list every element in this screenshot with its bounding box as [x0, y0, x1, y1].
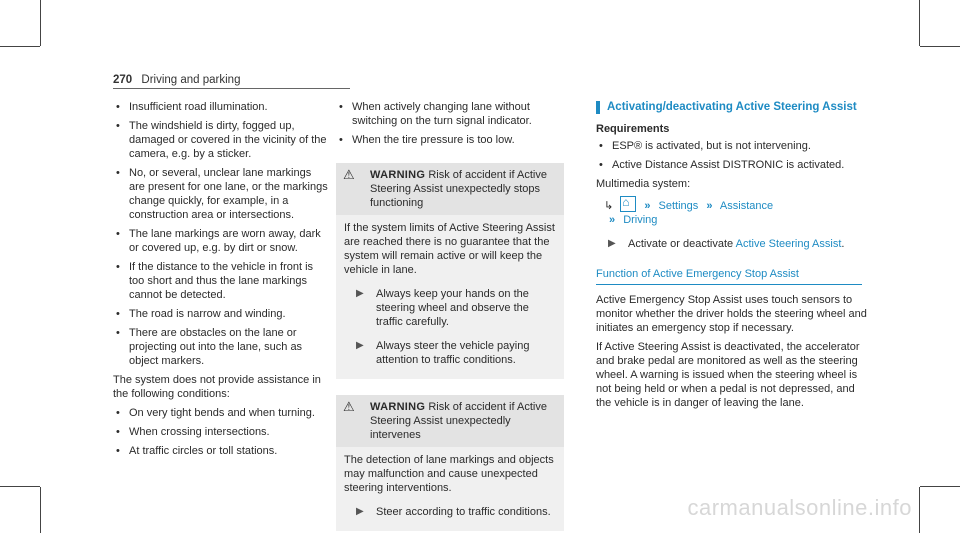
- chevron-right-icon: »: [609, 214, 616, 226]
- column-3: [596, 100, 868, 415]
- subsection-title: Function of Active Emergency Stop Assist: [596, 267, 862, 285]
- action-item: [344, 339, 556, 367]
- action-arrow-icon: ▶: [356, 340, 364, 351]
- crop-mark: [0, 486, 40, 487]
- action-text: Always steer the vehicle paying attention to traffic conditions.: [376, 340, 530, 366]
- crop-mark: [919, 0, 920, 46]
- menu-driving: Driving: [623, 214, 658, 226]
- action-text: Steer according to traffic conditions.: [376, 506, 551, 518]
- return-arrow-icon: ↳: [604, 200, 614, 212]
- chevron-right-icon: »: [706, 200, 713, 212]
- column-1: [113, 100, 328, 463]
- menu-path: [596, 196, 868, 227]
- action-link: Active Steering Assist: [735, 238, 842, 250]
- action-arrow-icon: ▶: [356, 506, 364, 517]
- paragraph: The system does not provide assistance in the following conditions:: [113, 374, 321, 400]
- warning-box: [336, 395, 564, 531]
- warning-heading: Risk of accident if Active Steering Assist unexpectedly stops functioning: [370, 169, 547, 209]
- requirements-list: [596, 139, 868, 172]
- list-item: • If the distance to the vehicle in front is too short and thus the lane markings cannot be detected.: [113, 260, 328, 302]
- crop-mark: [40, 487, 41, 533]
- action-item: [344, 505, 556, 519]
- multimedia-label: Multimedia system:: [596, 178, 691, 190]
- list-item: • On very tight bends and when turning.: [113, 406, 328, 420]
- menu-assistance: Assistance: [719, 200, 774, 212]
- warning-header: [336, 395, 564, 447]
- warning-body: [336, 447, 564, 531]
- watermark: carmanualsonline.info: [687, 495, 912, 520]
- warning-header: [336, 163, 564, 215]
- list-item: • Insufficient road illumination.: [113, 100, 328, 114]
- warning-label: WARNING: [370, 401, 426, 413]
- condition-list: [113, 100, 328, 368]
- action-arrow-icon: ▶: [608, 238, 616, 249]
- page-header: [113, 74, 240, 86]
- requirements-label: Requirements: [596, 123, 670, 135]
- chevron-right-icon: »: [644, 200, 651, 212]
- page-number: 270: [113, 74, 133, 86]
- warning-body: [336, 215, 564, 379]
- list-item: • There are obstacles on the lane or projecting out into the lane, such as object markers.: [113, 326, 328, 368]
- list-item: • The lane markings are worn away, dark or covered up, e.g. by dirt or snow.: [113, 227, 328, 255]
- column-2: [336, 100, 564, 531]
- crop-mark: [919, 487, 920, 533]
- list-item: • No, or several, unclear lane markings are present for one lane, or the markings change quickly, for example, in a construction area or intersections.: [113, 166, 328, 222]
- crop-mark: [40, 0, 41, 46]
- warning-text: The detection of lane markings and objects may malfunction and cause unexpected steering interventions.: [344, 454, 554, 494]
- action-text: Always keep your hands on the steering wheel and observe the traffic carefully.: [376, 288, 529, 328]
- list-item: • The road is narrow and winding.: [113, 307, 328, 321]
- action-item: [344, 287, 556, 329]
- list-item: • ESP® is activated, but is not intervening.: [596, 139, 868, 153]
- header-divider: [113, 88, 350, 89]
- warning-triangle-icon: ⚠: [343, 399, 355, 414]
- warning-box: [336, 163, 564, 379]
- condition-list: [336, 100, 564, 147]
- warning-label: WARNING: [370, 169, 426, 181]
- crop-mark: [920, 486, 960, 487]
- action-item: [596, 237, 868, 251]
- action-end: .: [841, 238, 845, 250]
- list-item: • When crossing intersections.: [113, 425, 328, 439]
- action-arrow-icon: ▶: [356, 288, 364, 299]
- list-item: • At traffic circles or toll stations.: [113, 444, 328, 458]
- action-text: Activate or deactivate: [628, 238, 734, 250]
- crop-mark: [920, 46, 960, 47]
- paragraph: Active Emergency Stop Assist uses touch sensors to monitor whether the driver holds the steering wheel and initiates an emergency stop if necessary.: [596, 294, 867, 334]
- warning-text: If the system limits of Active Steering Assist are reached there is no guarantee that the system will remain active or will keep the vehicle in lane.: [344, 222, 555, 276]
- menu-settings: Settings: [658, 200, 699, 212]
- crop-mark: [0, 46, 40, 47]
- home-icon: [620, 196, 636, 212]
- warning-heading: Risk of accident if Active Steering Assist unexpectedly intervenes: [370, 401, 547, 441]
- warning-triangle-icon: ⚠: [343, 167, 355, 182]
- section-title: Activating/deactivating Active Steering Assist: [596, 100, 868, 114]
- list-item: • When actively changing lane without switching on the turn signal indicator.: [336, 100, 564, 128]
- section-name: Driving and parking: [141, 74, 241, 86]
- list-item: • Active Distance Assist DISTRONIC is activated.: [596, 158, 868, 172]
- paragraph: If Active Steering Assist is deactivated, the accelerator and brake pedal are monitored as well as the steering wheel. A warning is issued when the steering wheel is not being held or when a pedal is not depressed, and the vehicle is in danger of leaving the lane.: [596, 341, 860, 409]
- condition-list: [113, 406, 328, 458]
- list-item: • When the tire pressure is too low.: [336, 133, 564, 147]
- list-item: • The windshield is dirty, fogged up, damaged or covered in the vicinity of the camera, e.g. by a sticker.: [113, 119, 328, 161]
